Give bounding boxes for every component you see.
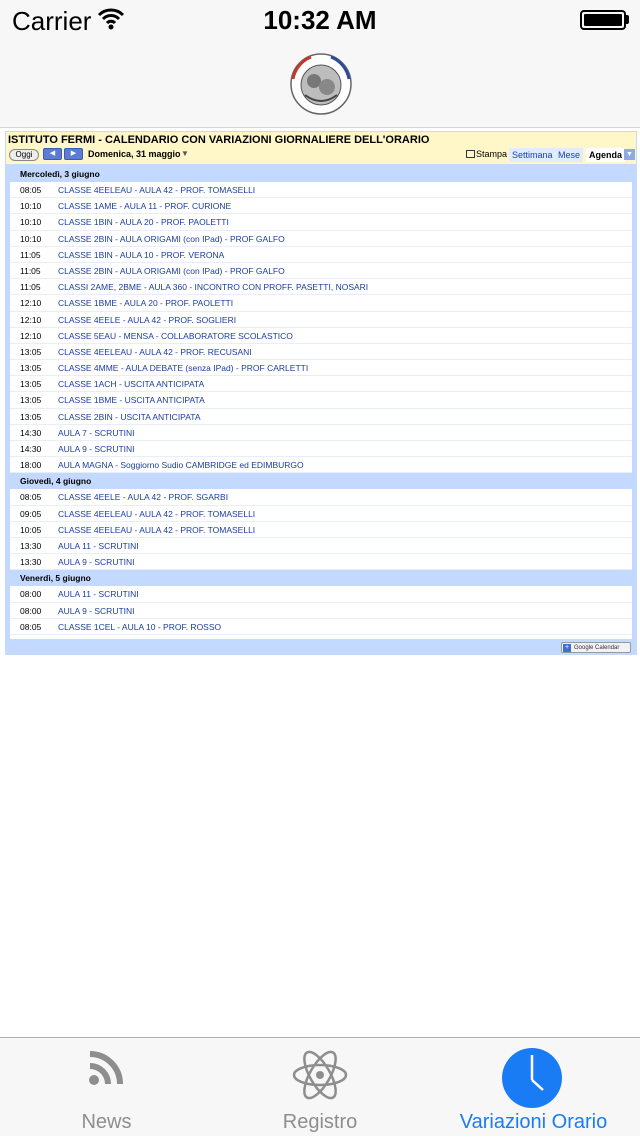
tab-bar <box>0 1037 640 1136</box>
event-title-link[interactable]: CLASSE 1BME - USCITA ANTICIPATA <box>58 395 205 406</box>
event-row[interactable] <box>10 344 632 360</box>
event-time: 18:00 <box>20 460 42 471</box>
event-time: 13:30 <box>20 557 42 568</box>
event-row[interactable] <box>10 603 632 619</box>
event-row[interactable] <box>10 409 632 425</box>
google-calendar-badge[interactable] <box>561 642 631 653</box>
clock-time: 10:32 AM <box>263 5 377 35</box>
agenda-day <box>10 473 632 570</box>
event-title-link[interactable]: CLASSE 4EELEAU - AULA 42 - PROF. TOMASELLI <box>58 524 256 535</box>
print-button[interactable] <box>466 149 507 159</box>
tab-variazioni-label: Variazioni Orario <box>459 1111 608 1133</box>
event-row[interactable] <box>10 538 632 554</box>
plus-icon: + <box>564 644 570 651</box>
event-time: 13:05 <box>20 395 42 406</box>
event-time: 08:00 <box>20 589 42 600</box>
event-title-link[interactable]: CLASSE 2BIN - AULA ORIGAMI (con IPad) - PROF GALFO <box>58 233 285 244</box>
event-title-link[interactable]: AULA 11 - SCRUTINI <box>58 589 139 600</box>
event-row[interactable] <box>10 279 632 295</box>
event-title-link[interactable]: CLASSE 1CEL - AULA 10 - PROF. ROSSO <box>58 621 222 632</box>
calendar-footer <box>6 640 636 654</box>
google-calendar-label: Google Calendar <box>574 645 620 651</box>
printer-icon <box>466 150 475 158</box>
event-title-link[interactable]: CLASSE 5EAU - MENSA - COLLABORATORE SCOLASTICO <box>58 330 293 341</box>
event-title-link[interactable]: AULA 9 - SCRUTINI <box>58 605 135 616</box>
event-title-link[interactable]: CLASSE 2BIN - USCITA ANTICIPATA <box>58 411 201 422</box>
event-title-link[interactable]: AULA 9 - SCRUTINI <box>58 557 135 568</box>
event-row[interactable] <box>10 506 632 522</box>
day-header: Venerdì, 5 giugno <box>10 570 632 586</box>
event-row[interactable] <box>10 231 632 247</box>
event-row[interactable] <box>10 182 632 198</box>
tab-mese[interactable]: Mese <box>555 148 583 162</box>
event-title-link[interactable]: CLASSE 1BIN - AULA 10 - PROF. VERONA <box>58 249 225 260</box>
view-dropdown-icon[interactable]: ▼ <box>624 149 635 160</box>
next-arrow-icon[interactable]: ▶ <box>64 148 83 160</box>
event-time: 10:10 <box>20 217 42 228</box>
event-time: 10:10 <box>20 201 42 212</box>
event-time: 08:05 <box>20 185 42 195</box>
event-title-link[interactable]: AULA MAGNA - Soggiorno Sudio CAMBRIDGE ed EDIMBURGO <box>58 460 304 471</box>
event-time: 14:30 <box>20 444 42 454</box>
agenda-day <box>10 570 632 651</box>
event-title-link[interactable]: AULA 9 - SCRUTINI <box>58 444 135 454</box>
battery-tip <box>626 15 629 24</box>
event-row[interactable] <box>10 247 632 263</box>
tab-registro-label: Registro <box>282 1111 358 1133</box>
event-time: 11:05 <box>20 265 41 276</box>
event-time: 13:30 <box>20 540 42 551</box>
day-header: Giovedì, 4 giugno <box>10 473 632 489</box>
tab-variazioni-orario[interactable] <box>427 1038 640 1137</box>
tab-news[interactable] <box>0 1038 213 1137</box>
event-time: 10:05 <box>20 524 42 535</box>
event-row[interactable] <box>10 425 632 441</box>
event-title-link[interactable]: CLASSE 4EELE - AULA 42 - PROF. SOGLIERI <box>58 314 237 325</box>
event-time: 13:05 <box>20 379 42 390</box>
event-row[interactable] <box>10 360 632 376</box>
carrier-label: Carrier <box>12 6 92 36</box>
event-title-link[interactable]: CLASSE 1ACH - USCITA ANTICIPATA <box>58 379 205 390</box>
event-title-link[interactable]: CLASSE 4EELE - AULA 42 - PROF. SGARBI <box>58 492 229 503</box>
calendar-toolbar <box>6 148 636 164</box>
clock-icon <box>501 1047 563 1109</box>
status-bar <box>0 0 640 40</box>
event-title-link[interactable]: CLASSE 4EELEAU - AULA 42 - PROF. TOMASELLI <box>58 508 256 519</box>
event-title-link[interactable]: CLASSI 2AME, 2BME - AULA 360 - INCONTRO CON PROFF. PASETTI, NOSARI <box>58 282 369 293</box>
event-row[interactable] <box>10 489 632 505</box>
tab-settimana[interactable]: Settimana <box>509 148 556 162</box>
event-title-link[interactable]: CLASSE 4EELEAU - AULA 42 - PROF. RECUSANI <box>58 346 252 357</box>
atom-icon <box>291 1046 349 1104</box>
event-time: 13:05 <box>20 346 42 357</box>
today-button[interactable]: Oggi <box>9 149 39 161</box>
event-row[interactable] <box>10 312 632 328</box>
event-time: 09:05 <box>20 508 42 519</box>
event-title-link[interactable]: AULA 11 - SCRUTINI <box>58 540 139 551</box>
calendar-embed <box>5 131 637 655</box>
event-row[interactable] <box>10 295 632 311</box>
event-row[interactable] <box>10 554 632 570</box>
tab-news-label: News <box>81 1111 132 1133</box>
event-row[interactable] <box>10 619 632 635</box>
calendar-title: ISTITUTO FERMI - CALENDARIO CON VARIAZIONI GIORNALIERE DELL'ORARIO <box>6 132 636 148</box>
event-row[interactable] <box>10 328 632 344</box>
tab-agenda[interactable]: Agenda <box>586 148 625 162</box>
nav-bar <box>0 40 640 128</box>
event-title-link[interactable]: CLASSE 1BIN - AULA 20 - PROF. PAOLETTI <box>58 217 229 228</box>
event-title-link[interactable]: CLASSE 2BIN - AULA ORIGAMI (con IPad) - PROF GALFO <box>58 265 285 276</box>
event-time: 08:05 <box>20 621 42 632</box>
event-time: 13:05 <box>20 411 42 422</box>
event-time: 08:00 <box>20 605 42 616</box>
event-time: 08:05 <box>20 492 42 503</box>
event-time: 11:05 <box>20 249 41 260</box>
chevron-down-icon[interactable]: ▼ <box>181 149 189 158</box>
event-time: 14:30 <box>20 427 42 438</box>
prev-arrow-icon[interactable]: ◀ <box>43 148 62 160</box>
event-title-link[interactable]: CLASSE 1BME - AULA 20 - PROF. PAOLETTI <box>58 298 234 309</box>
agenda-day <box>10 166 632 473</box>
event-row[interactable] <box>10 522 632 538</box>
event-title-link[interactable]: CLASSE 1AME - AULA 11 - PROF. CURIONE <box>58 201 232 212</box>
event-title-link[interactable]: CLASSE 4MME - AULA DEBATE (senza IPad) - PROF CARLETTI <box>58 363 309 374</box>
event-row[interactable] <box>10 457 632 473</box>
day-header: Mercoledì, 3 giugno <box>10 166 632 182</box>
event-time: 10:10 <box>20 233 42 244</box>
event-row[interactable] <box>10 392 632 408</box>
agenda-list[interactable] <box>10 166 632 639</box>
event-row[interactable] <box>10 214 632 230</box>
event-time: 12:10 <box>20 314 42 325</box>
event-row[interactable] <box>10 198 632 214</box>
event-title-link[interactable]: CLASSE 4EELEAU - AULA 42 - PROF. TOMASELLI <box>58 185 256 195</box>
event-time: 12:10 <box>20 298 42 309</box>
event-row[interactable] <box>10 263 632 279</box>
event-time: 12:10 <box>20 330 42 341</box>
event-row[interactable] <box>10 376 632 392</box>
rss-icon <box>86 1048 126 1088</box>
current-date[interactable]: Domenica, 31 maggio <box>88 149 181 159</box>
event-title-link[interactable]: AULA 7 - SCRUTINI <box>58 427 135 438</box>
event-row[interactable] <box>10 441 632 457</box>
event-time: 11:05 <box>20 282 41 293</box>
event-time: 13:05 <box>20 363 42 374</box>
print-label: Stampa <box>476 149 508 159</box>
battery-icon <box>580 10 626 30</box>
event-row[interactable] <box>10 586 632 602</box>
tab-registro[interactable] <box>213 1038 427 1137</box>
school-logo <box>289 51 353 117</box>
